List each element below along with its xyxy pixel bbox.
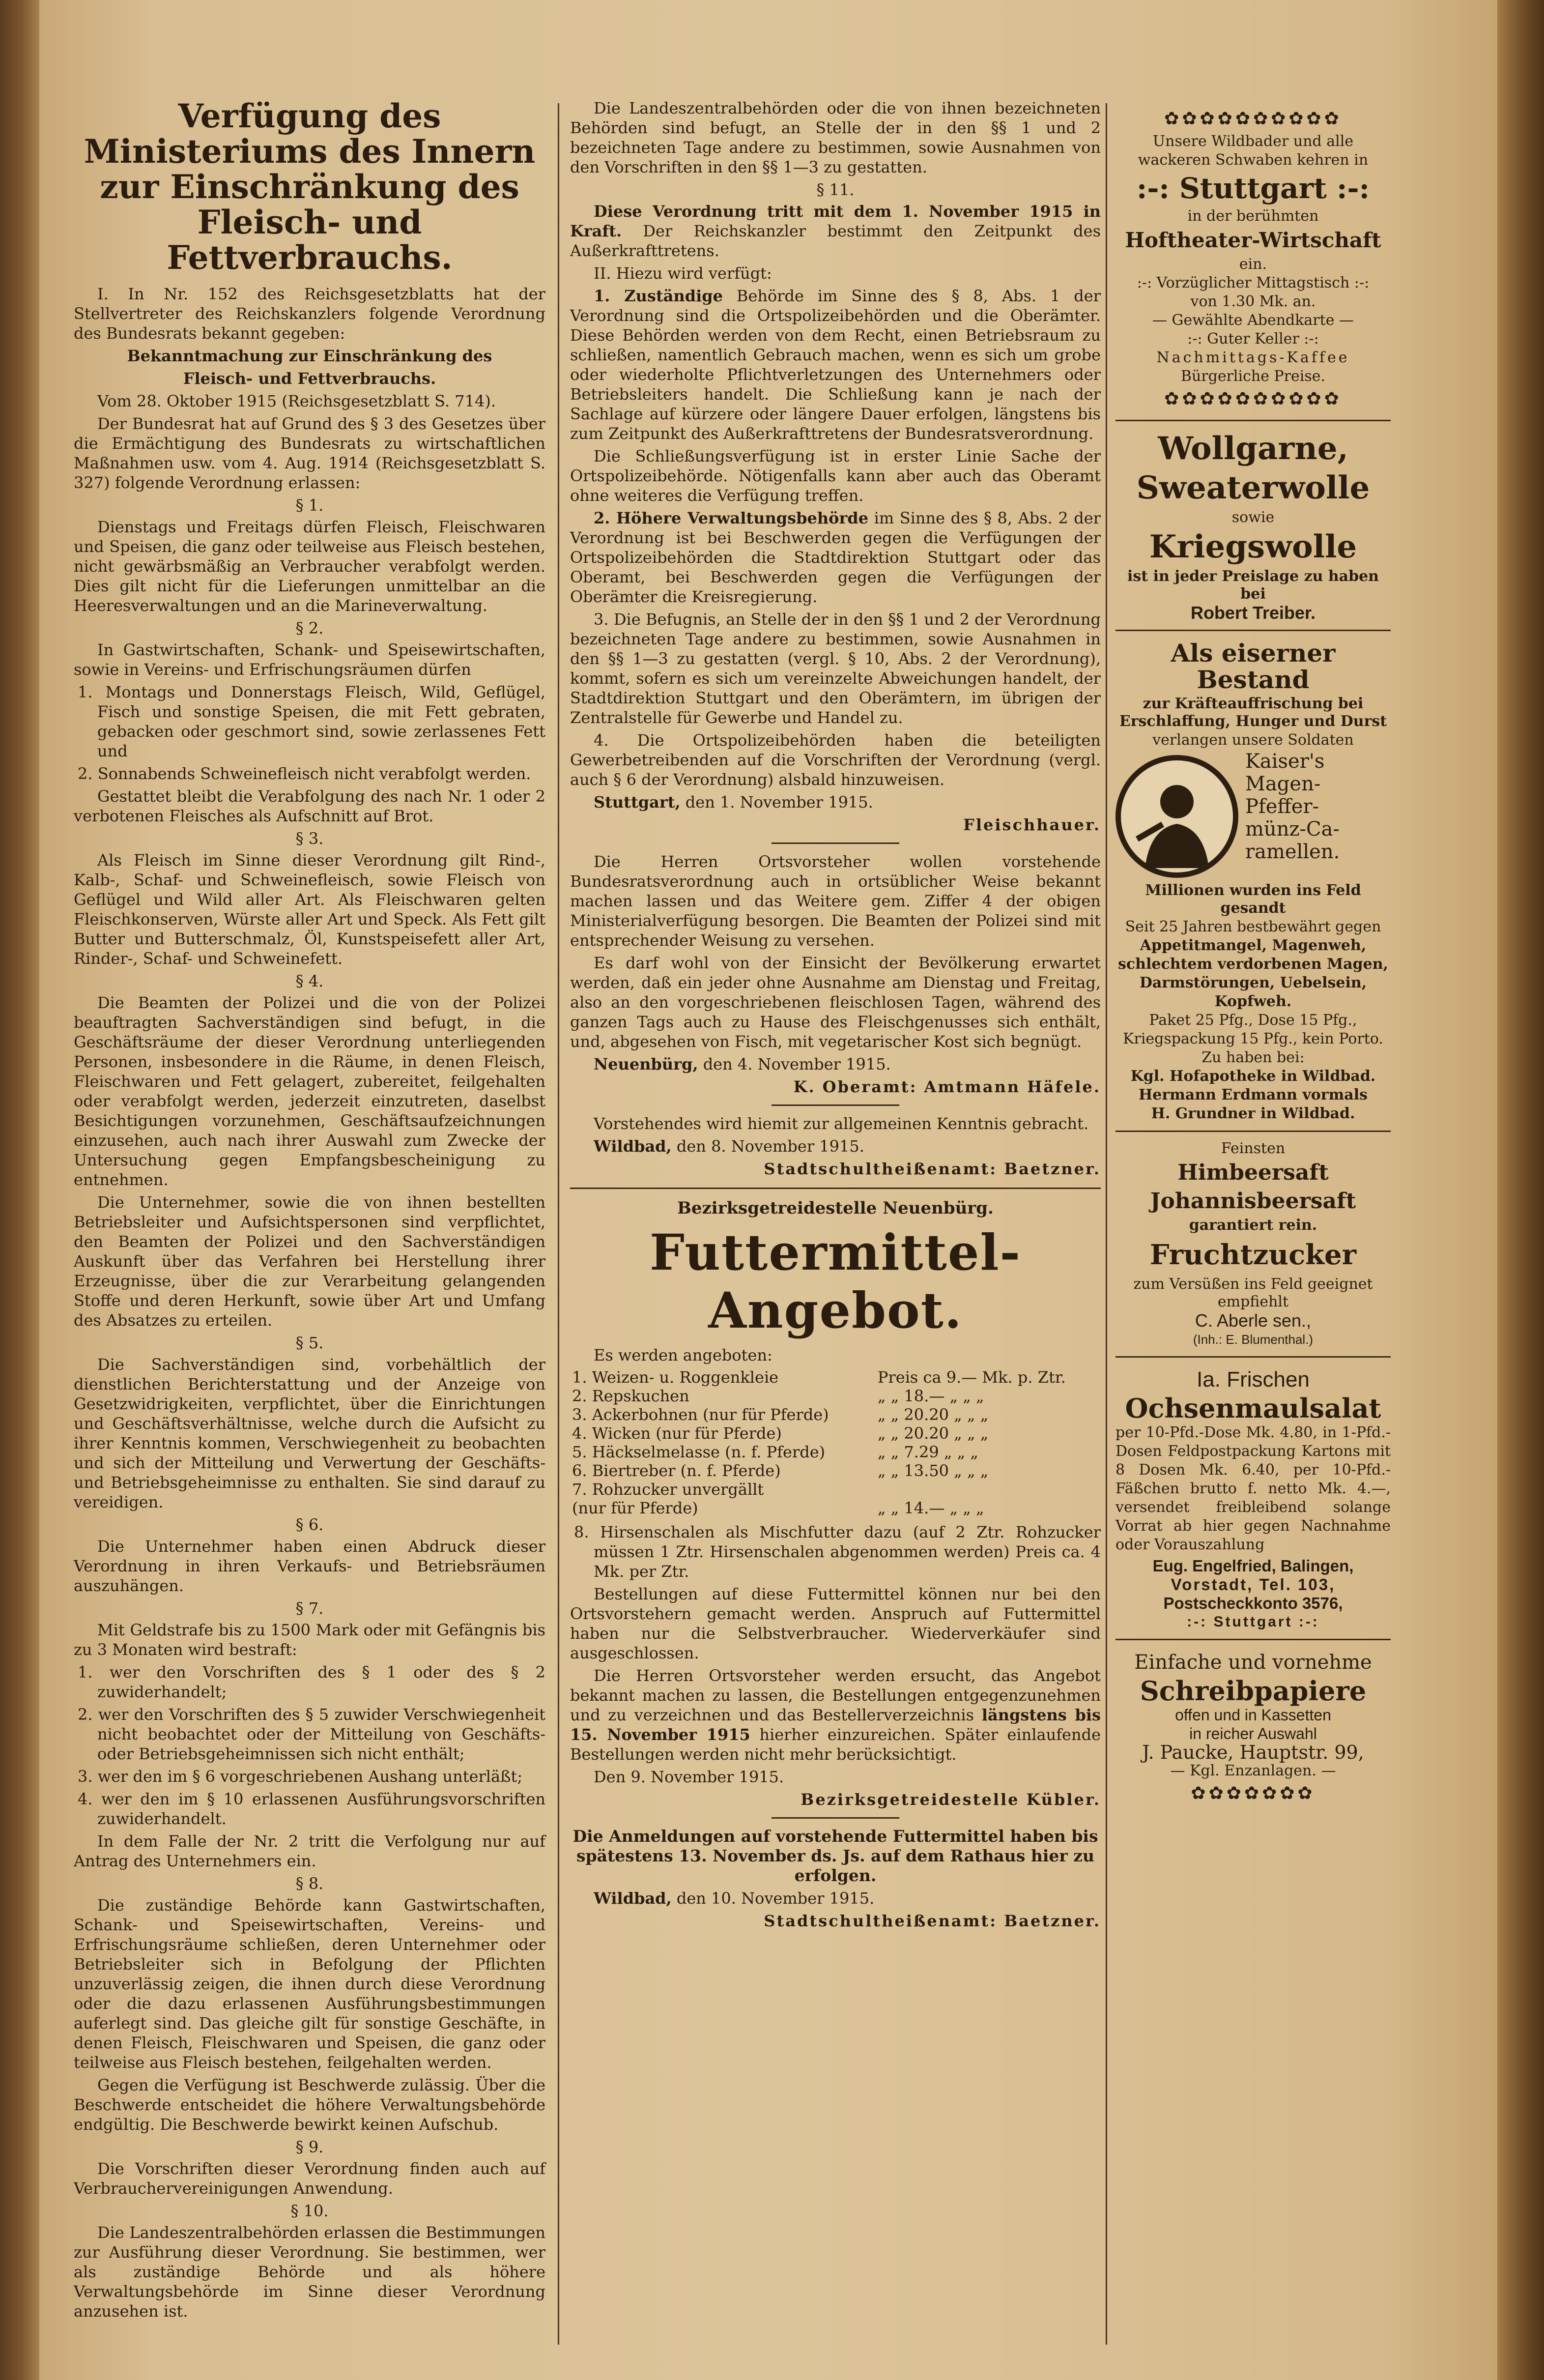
paragraph: Die Landeszentralbehörden oder die von ihnen bezeichneten Behörden sind befugt, an Stelle der in den §§ 1 und 2 bezeichneten Tage andere zu bestimmen, sowie Ausnahmen von den Vorschriften in den §§ 1—3 zu gestatten. <box>570 99 1101 176</box>
paragraph <box>570 508 1101 607</box>
paragraph: Die Vorschriften dieser Verordnung finden auch auf Verbrauchervereinigungen Anwendung. <box>74 2159 545 2198</box>
soldier-illustration <box>1115 755 1238 878</box>
ad-line: :-: Guter Keller :-: <box>1187 330 1319 348</box>
ad-headline: Schreibpapiere <box>1140 1675 1367 1707</box>
section-heading: § 4. <box>295 972 324 990</box>
subheading: Bekanntmachung zur Einschränkung des <box>127 347 492 365</box>
ad-city: :-: Stuttgart :-: <box>1136 172 1370 205</box>
ad-ochsenmaulsalat <box>1115 1358 1391 1640</box>
ad-line: Ia. Frischen <box>1197 1367 1310 1392</box>
paragraph: Mit Geldstrafe bis zu 1500 Mark oder mit Gefängnis bis zu 3 Monaten wird bestraft: <box>74 1621 545 1659</box>
paragraph: Dienstags und Freitags dürfen Fleisch, Fleischwaren und Speisen, die ganz oder teilweise aus Fleisch bestehen, nicht gewärbsmäßig an Verbraucher verabfolgt werden. Dies gilt nicht für die Lieferungen unmittelbar an die Heeresverwaltungen und an die Marineverwaltung. <box>74 518 545 615</box>
feed-item: 5. Häckselmelasse (n. f. Pferde) <box>572 1443 826 1461</box>
paragraph: II. Hiezu wird verfügt: <box>594 264 772 283</box>
paragraph <box>570 1666 1101 1764</box>
paragraph: Die zuständige Behörde kann Gastwirtschaften, Schank- und Speisewirtschaften, Vereins- und Erfrischungsräume schließen, deren Unternehmer oder Betriebsleiter sich in Befolgung der Pflichten unzuverlässig zeigen, die ihnen durch diese Verordnung oder die dazu erlassenen Ausführungsbestimmungen auferlegt sind. Das gleiche gilt für sonstige Geschäfte, in denen Fleisch, Fleischwaren und Speisen, die ganz oder teilweise aus Fleisch bestehen, feilgehalten werden. <box>74 1896 545 2072</box>
ad-name: Hoftheater-Wirtschaft <box>1125 228 1381 252</box>
text: Der Reichskanzler bestimmt den Zeitpunkt des Außerkrafttretens. <box>570 222 1101 260</box>
divider <box>772 1104 899 1106</box>
feed-item: 1. Weizen- u. Roggenkleie <box>572 1368 779 1387</box>
feed-price-table <box>570 1368 1101 1517</box>
ad-wolle <box>1115 421 1391 631</box>
preamble: Der Bundesrat hat auf Grund des § 3 des Gesetzes über die Ermächtigung des Bundesrats zu wirtschaftlichen Maßnahmen usw. vom 4. Aug. 1914 (Reichsgesetzblatt S. 327) folgende Verordnung erlassen: <box>74 414 545 492</box>
paragraph: Die Unternehmer, sowie die von ihnen bestellten Betriebsleiter und Aufsichtspersonen sind verpflichtet, den Beamten der Polizei und den Sachverständigen Auskunft über das Verfahren bei Herstellung ihrer Erzeugnisse, über die zur Verarbeitung gelangenden Stoffe und deren Herkunft, sowie über Art und Umfang des Absatzes zu erteilen. <box>74 1193 545 1330</box>
section-heading: § 3. <box>295 829 324 848</box>
place-date <box>570 1136 1101 1156</box>
date-line: Vom 28. Oktober 1915 (Reichsgesetzblatt S. 714). <box>97 392 496 410</box>
announcement: Die Anmeldungen auf vorstehende Futtermittel haben bis spätestens 13. November ds. Js. auf dem Rathaus hier zu erfolgen. <box>572 1827 1098 1885</box>
ad-line: :-: Stuttgart :-: <box>1187 1614 1319 1630</box>
date: den 4. November 1915. <box>698 1055 891 1074</box>
paragraph: Als Fleisch im Sinne dieser Verordnung gilt Rind-, Kalb-, Schaf- und Schweinefleisch, sowie Fleisch von Geflügel und Wild aller Art. Als Fleischwaren gelten Fleischkonserven, Würste aller Art und Speck. Als Fett gilt Butter und Butterschmalz, Öl, Kunstspeisefett aller Art, Rinder-, Schaf- und Schweinefett. <box>74 851 545 968</box>
ad-line: garantiert rein. <box>1189 1217 1317 1234</box>
book-binding <box>0 0 39 2380</box>
list <box>74 682 545 784</box>
table-row <box>570 1443 1101 1461</box>
section-heading: § 6. <box>295 1515 324 1534</box>
paragraph: Die Unternehmer haben einen Abdruck dieser Verordnung in ihren Verkaufs- und Betriebsräumen auszuhängen. <box>74 1537 545 1595</box>
ornament-row: ✿✿✿✿✿✿✿✿✿✿ <box>1164 389 1342 409</box>
divider <box>772 1817 899 1819</box>
ad-line: — Gewählte Abendkarte — <box>1152 312 1354 329</box>
ad-line: Kopfweh. <box>1214 993 1292 1010</box>
ad-line: zum Versüßen ins Feld geeignet empfiehlt <box>1133 1276 1373 1310</box>
ad-body: per 10-Pfd.-Dose Mk. 4.80, in 1-Pfd.-Dosen Feldpostpackung Kartons mit 8 Dosen Mk. 6.40, per 10-Pfd.-Fäßchen brutto f. netto Mk. 4.—, versendet freibleibend solange Vorrat ab hier gegen Nachnahme oder Vorauszahlung <box>1115 1424 1391 1553</box>
feed-price: „ „ 20.20 „ „ „ <box>877 1424 989 1443</box>
date: den 8. November 1915. <box>671 1137 864 1156</box>
ad-line: ist in jeder Preislage zu haben bei <box>1127 568 1379 603</box>
table-row <box>570 1368 1101 1387</box>
table-row <box>570 1424 1101 1443</box>
table-row <box>570 1405 1101 1424</box>
feed-price: „ „ 13.50 „ „ „ <box>877 1461 989 1480</box>
signature: Stadtschultheißenamt: Baetzner. <box>764 1912 1101 1930</box>
paragraph: Gestattet bleibt die Verabfolgung des nach Nr. 1 oder 2 verbotenen Fleisches als Aufschnitt auf Brot. <box>74 787 545 825</box>
ad-line: Kgl. Hofapotheke in Wildbad. <box>1130 1068 1376 1085</box>
divider <box>772 842 899 844</box>
section-heading: § 10. <box>290 2202 329 2220</box>
signature: Fleischhauer. <box>963 815 1101 834</box>
offer-title: Futtermittel-Angebot. <box>650 1223 1021 1339</box>
paragraph: Es werden angeboten: <box>594 1346 772 1364</box>
text: im Sinne des § 8, Abs. 2 der Verordnung ist bei Beschwerden gegen die Verfügungen der Ortspolizeibehörden die Stadtdirektion Stuttgart oder das Oberamt, bei Beschwerden gegen die Verfügungen der Oberämter die Kreisregierung. <box>570 509 1101 606</box>
ad-line: Appetitmangel, Magenweh, <box>1140 937 1367 954</box>
text: Die Herren Ortsvorsteher werden ersucht, das Angebot bekannt machen zu lassen, die Bestellungen entgegenzunehmen und zu verzeichnen und das Bestellerverzeichnis <box>570 1666 1101 1724</box>
list <box>74 1662 545 1829</box>
text: hierher einzureichen. Später einlaufende Bestellungen werden nicht mehr berücksichtigt. <box>570 1725 1101 1764</box>
ad-line: von 1.30 Mk. an. <box>1190 293 1316 310</box>
place-date <box>570 1888 1101 1908</box>
bold-text: Diese Verordnung tritt mit dem 1. November 1915 in Kraft. <box>570 202 1101 240</box>
date-line: Den 9. November 1915. <box>594 1768 784 1786</box>
ad-headline: Als eiserner Bestand <box>1171 639 1336 694</box>
ad-line: Unsere Wildbader und alle <box>1152 133 1354 150</box>
intro-paragraph: I. In Nr. 152 des Reichsgesetzblatts hat der Stellvertreter des Reichskanzlers folgende Verordnung des Bundesrats bekannt gegeben: <box>74 285 545 343</box>
ad-line: H. Grundner in Wildbad. <box>1151 1105 1355 1122</box>
product-line: Kaiser's <box>1245 750 1325 773</box>
section-heading: § 9. <box>295 2138 324 2156</box>
ad-line: (Inh.: E. Blumenthal.) <box>1193 1332 1314 1347</box>
ad-merchant: J. Paucke, Hauptstr. 99, <box>1142 1741 1364 1763</box>
place: Neuenbürg, <box>594 1055 698 1074</box>
product-line: ramellen. <box>1245 841 1340 863</box>
ad-line: Darmstörungen, Uebelsein, <box>1139 974 1367 991</box>
ad-kaisers <box>1115 631 1391 1132</box>
ad-headline: Fruchtzucker <box>1149 1239 1357 1271</box>
list-item: 4. wer den im § 10 erlassenen Ausführungsvorschriften zuwiderhandelt. <box>78 1790 545 1828</box>
paragraph: In dem Falle der Nr. 2 tritt die Verfolgung nur auf Antrag des Unternehmers ein. <box>74 1832 545 1870</box>
feed-price: „ „ 14.— „ „ „ <box>877 1499 984 1517</box>
ad-line: schlechtem verdorbenen Magen, <box>1118 956 1388 973</box>
list-item: 2. wer den Vorschriften des § 5 zuwider Verschwiegenheit nicht beobachtet oder der Mitteilung von Geschäfts- oder Betriebsgeheimnissen sich nicht enthält; <box>78 1705 545 1763</box>
feed-price: Preis ca 9.— Mk. p. Ztr. <box>877 1368 1066 1387</box>
ad-line: Zu haben bei: <box>1201 1049 1305 1066</box>
feed-price: „ „ 7.29 „ „ „ <box>877 1443 978 1461</box>
bold-text: längstens bis 15. November 1915 <box>570 1706 1101 1744</box>
column-1 <box>74 98 545 2324</box>
bold-text: 2. Höhere Verwaltungsbehörde <box>594 509 869 527</box>
ad-line: Nachmittags-Kaffee <box>1156 349 1350 366</box>
ad-line: in der berühmten <box>1187 207 1319 225</box>
paragraph <box>570 286 1101 443</box>
column-rule <box>558 103 559 2345</box>
place: Wildbad, <box>594 1889 672 1908</box>
table-row <box>570 1480 1101 1499</box>
signature: Bezirksgetreidestelle Kübler. <box>801 1790 1101 1809</box>
signature: K. Oberamt: Amtmann Häfele. <box>793 1077 1101 1096</box>
column-rule <box>1106 103 1107 2345</box>
ad-headline: Sweaterwolle <box>1136 469 1370 506</box>
list-item: 2. Sonnabends Schweinefleisch nicht verabfolgt werden. <box>78 764 531 783</box>
product-line: Pfeffer- <box>1245 795 1319 818</box>
ad-line: sowie <box>1231 509 1275 526</box>
ad-line: Millionen wurden ins Feld gesandt <box>1145 882 1361 917</box>
place: Wildbad, <box>594 1137 672 1156</box>
ad-line: wackeren Schwaben kehren in <box>1138 151 1369 169</box>
section-heading: § 2. <box>295 619 324 638</box>
paragraph: 3. Die Befugnis, an Stelle der in den §§ 1 und 2 der Verordnung bezeichneten Tage andere zu bestimmen, sowie Ausnahmen in den §§ 1—3 zu gestatten (vergl. § 10, Abs. 2 der Verordnung), kommt, sofern es sich um vereinzelte Abweichungen handelt, der Stadtdirektion Stuttgart und den Oberämtern, im übrigen der Zentralstelle für Gewerbe und Handel zu. <box>570 610 1101 727</box>
title-line: Verfügung des Ministeriums des Innern <box>84 97 536 171</box>
agency-heading: Bezirksgetreidestelle Neuenbürg. <box>677 1198 994 1218</box>
ad-line: Seit 25 Jahren bestbewährt gegen <box>1125 918 1381 935</box>
ad-merchant: Robert Treiber. <box>1190 603 1316 623</box>
ad-line: Hermann Erdmann vormals <box>1138 1086 1368 1103</box>
ad-headline: Johannisbeersaft <box>1150 1189 1356 1214</box>
feed-item: (nur für Pferde) <box>572 1499 698 1517</box>
page-edge <box>1497 0 1544 2380</box>
bold-text: 1. Zuständige <box>594 287 723 305</box>
place: Stuttgart, <box>594 793 681 812</box>
feed-item: 7. Rohzucker unvergällt <box>572 1480 764 1499</box>
ornament-row: ✿✿✿✿✿✿✿ <box>1191 1783 1315 1803</box>
paragraph: Es darf wohl von der Einsicht der Bevölkerung erwartet werden, daß ein jeder ohne Ausnahme am Dienstag und Freitag, also an den vorgeschriebenen fleischlosen Tagen, während des ganzen Tags auch zu Hause des Fleischgenusses sich enthält, und, abgesehen von Fisch, mit vegetarischer Kost sich begnügt. <box>570 954 1101 1051</box>
ad-line: Postscheckkonto 3576, <box>1163 1594 1343 1612</box>
paragraph: 4. Die Ortspolizeibehörden haben die beteiligten Gewerbetreibenden auf die Vorschriften der Verordnung (vergl. auch § 6 der Verordnung) alsbald hinzuweisen. <box>570 731 1101 789</box>
list-item: 8. Hirsenschalen als Mischfutter dazu (auf 2 Ztr. Rohzucker müssen 1 Ztr. Hirsenschalen abgenommen werden) Preis ca. 4 Mk. per Ztr. <box>574 1523 1101 1581</box>
paragraph: Die Herren Ortsvorsteher wollen vorstehende Bundesratsverordnung auch in ortsüblicher Weise bekannt machen lassen und das Weitere gem. Ziffer 4 der obigen Ministerialverfügung besorgen. Die Beamten der Polizei sind mit entsprechender Weisung zu versehen. <box>570 852 1101 950</box>
article-title <box>74 98 545 275</box>
paragraph: Die Landeszentralbehörden erlassen die Bestimmungen zur Ausführung dieser Verordnung. Sie bestimmen, wer als zuständige Behörde und als höhere Verwaltungsbehörde im Sinne dieser Verordnung anzusehen ist. <box>74 2223 545 2321</box>
ad-line: verlangen unsere Soldaten <box>1152 731 1354 749</box>
ad-line: Feinsten <box>1221 1140 1286 1157</box>
subheading: Fleisch- und Fettverbrauchs. <box>183 369 436 388</box>
ad-line: Kriegspackung 15 Pfg., kein Porto. <box>1123 1030 1383 1047</box>
section-heading: § 7. <box>295 1599 324 1618</box>
product-line: münz-Ca- <box>1245 818 1340 841</box>
ad-line: Vorstadt, Tel. 103, <box>1171 1575 1336 1594</box>
ad-line: Paket 25 Pfg., Dose 15 Pfg., <box>1149 1012 1357 1029</box>
paragraph <box>570 202 1101 261</box>
section-heading: § 11. <box>816 180 855 199</box>
paragraph: In Gastwirtschaften, Schank- und Speisewirtschaften, sowie in Vereins- und Erfrischungsräumen dürfen <box>74 640 545 679</box>
ornament-row: ✿✿✿✿✿✿✿✿✿✿ <box>1164 109 1342 129</box>
paragraph: Vorstehendes wird hiemit zur allgemeinen Kenntnis gebracht. <box>594 1114 1089 1133</box>
feed-item: 6. Biertreber (n. f. Pferde) <box>572 1461 781 1480</box>
feed-item: 3. Ackerbohnen (nur für Pferde) <box>572 1405 829 1424</box>
ad-headline: Wollgarne, <box>1158 430 1348 467</box>
ad-headline: Himbeersaft <box>1177 1160 1329 1185</box>
feed-price <box>876 1480 1101 1499</box>
ad-headline: Kriegswolle <box>1149 528 1357 565</box>
ad-aberle <box>1115 1132 1391 1358</box>
list-item: 1. Montags und Donnerstags Fleisch, Wild, Geflügel, Fisch und sonstige Speisen, die mit Fett gebraten, gebacken oder geschmort sind, sowie zerlassenes Fett und <box>78 683 545 760</box>
column-2 <box>570 98 1101 1934</box>
feed-item: 4. Wicken (nur für Pferde) <box>572 1424 782 1443</box>
ad-line: zur Kräfteauffrischung bei Erschlaffung, Hunger und Durst <box>1119 695 1387 730</box>
ad-line: — Kgl. Enzanlagen. — <box>1170 1762 1336 1779</box>
ad-hoftheater <box>1115 98 1391 421</box>
place-date <box>570 792 1101 812</box>
paragraph: Bestellungen auf diese Futtermittel können nur bei den Ortsvorstehern gemacht werden. Anspruch auf Futtermittel haben nur die Selbstverbraucher. Wiederverkäufer sind ausgeschlossen. <box>570 1585 1101 1662</box>
section-heading: § 5. <box>295 1334 324 1352</box>
ad-line: Einfache und vornehme <box>1134 1651 1372 1674</box>
list-item: 1. wer den Vorschriften des § 1 oder des § 2 zuwiderhandelt; <box>78 1663 545 1701</box>
product-line: Magen- <box>1245 773 1321 795</box>
ad-line: :-: Vorzüglicher Mittagstisch :-: <box>1137 274 1370 291</box>
ad-schreibpapiere <box>1115 1640 1391 1814</box>
text: Behörde im Sinne des § 8, Abs. 1 der Verordnung sind die Ortspolizeibehörden und die Oberämter. Diese Behörden werden von dem Recht, einen Betriebsraum zu schließen, namentlich Gebrauch machen, wenn es sich um grobe oder wiederholte Pflichtverletzungen des Unternehmers oder Betriebsleiters handelt. Die Schließung kann je nach der Sachlage auf kürzere oder längere Dauer erfolgen, längstens bis zum Zeitpunkt des Außerkrafttretens der Bundesratsverordnung. <box>570 287 1101 443</box>
table-row <box>570 1499 1101 1517</box>
feed-item: 2. Repskuchen <box>572 1387 689 1405</box>
ad-headline: Ochsenmaulsalat <box>1125 1393 1381 1424</box>
ad-line: in reicher Auswahl <box>1189 1725 1317 1742</box>
ad-merchant: C. Aberle sen., <box>1195 1310 1312 1331</box>
table-row <box>570 1387 1101 1405</box>
ad-line: offen und in Kassetten <box>1175 1706 1331 1724</box>
divider <box>570 1188 1101 1189</box>
feed-price: „ „ 20.20 „ „ „ <box>877 1405 989 1424</box>
date: den 10. November 1915. <box>671 1889 875 1908</box>
paragraph: Die Sachverständigen sind, vorbehältlich der dienstlichen Berichterstattung und der Anzeige von Gesetzwidrigkeiten, verpflichtet, über die Einrichtungen und Geschäftsverhältnisse, welche durch die Aufsicht zu ihrer Kenntnis kommen, Verschwiegenheit zu beobachten und sich der Mitteilung und Verwertung der Geschäfts- und Betriebsgeheimnisse zu enthalten. Sie sind darauf zu vereidigen. <box>74 1355 545 1511</box>
table-row <box>570 1461 1101 1480</box>
ad-merchant: Eug. Engelfried, Balingen, <box>1152 1557 1354 1575</box>
date: den 1. November 1915. <box>680 793 873 812</box>
signature: Stadtschultheißenamt: Baetzner. <box>764 1160 1101 1178</box>
section-heading: § 1. <box>295 496 324 515</box>
ad-line: Bürgerliche Preise. <box>1180 368 1326 385</box>
ads-column <box>1115 98 1391 1814</box>
section-heading: § 8. <box>295 1874 324 1893</box>
paragraph: Die Beamten der Polizei und die von der Polizei beauftragten Sachverständigen sind befugt, in die Geschäftsräume der dieser Verordnung unterliegenden Personen, insbesondere in die Räume, in denen Fleisch, Fleischwaren und Fett gelagert, zubereitet, feilgehalten oder verabfolgt werden, jederzeit einzutreten, daselbst Besichtigungen vorzunehmen, Geschäftsaufzeichnungen einzusehen, auch nach ihrer Auswahl zum Zwecke der Untersuchung gegen Empfangsbescheinigung zu entnehmen. <box>74 993 545 1189</box>
feed-price: „ „ 18.— „ „ „ <box>877 1387 984 1405</box>
place-date <box>570 1054 1101 1074</box>
ad-line: ein. <box>1239 256 1267 273</box>
paragraph: Gegen die Verfügung ist Beschwerde zulässig. Über die Beschwerde entscheidet die höhere Verwaltungsbehörde endgültig. Die Beschwerde bewirkt keinen Aufschub. <box>74 2076 545 2134</box>
paragraph: Die Schließungsverfügung ist in erster Linie Sache der Ortspolizeibehörde. Nötigenfalls kann aber auch das Oberamt ohne weiteres die Verfügung treffen. <box>570 447 1101 505</box>
list-item: 3. wer den im § 6 vorgeschriebenen Aushang unterläßt; <box>78 1767 523 1786</box>
title-line: zur Einschränkung des Fleisch- und Fettverbrauchs. <box>100 168 519 277</box>
